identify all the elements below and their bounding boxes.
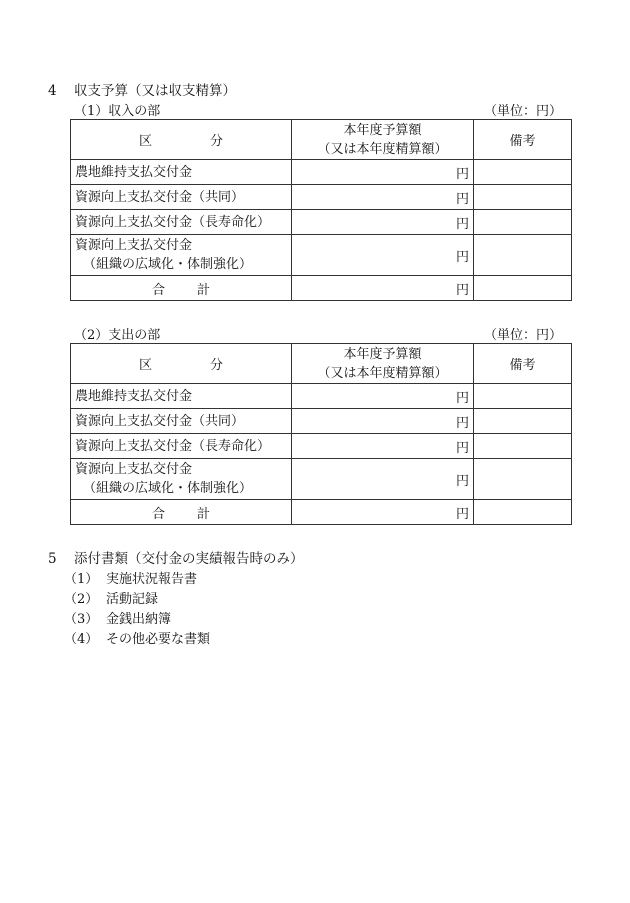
expense-header-remarks: 備考: [474, 344, 572, 384]
expense-subtitle: （2）支出の部: [74, 328, 161, 343]
section-5-title: 添付書類（交付金の実績報告時のみ）: [74, 551, 304, 567]
row-remarks: [474, 160, 572, 185]
row-item: 資源向上支払交付金（共同）: [71, 409, 292, 434]
list-item: （4） その他必要な書類: [64, 632, 211, 647]
row-amount: 円: [292, 384, 474, 409]
row-remarks: [474, 459, 572, 500]
list-item: （2） 活動記録: [64, 592, 159, 607]
list-item: （3） 金銭出納簿: [64, 612, 172, 627]
total-row: [71, 276, 572, 301]
row-item: 農地維持支払交付金: [71, 160, 292, 185]
expense-header-row: [71, 344, 572, 384]
row-remarks: [474, 235, 572, 276]
table-row: [71, 185, 572, 210]
income-table: [70, 119, 572, 301]
row-remarks: [474, 434, 572, 459]
income-header-amount: 本年度予算額 （又は本年度精算額）: [292, 120, 474, 160]
row-amount: 円: [292, 210, 474, 235]
total-row: [71, 500, 572, 525]
row-item: 資源向上支払交付金 （組織の広域化・体制強化）: [71, 235, 292, 276]
table-row: [71, 459, 572, 500]
total-label: 合 計: [71, 500, 292, 525]
expense-header-amount: 本年度予算額 （又は本年度精算額）: [292, 344, 474, 384]
row-amount: 円: [292, 459, 474, 500]
row-remarks: [474, 384, 572, 409]
table-row: [71, 384, 572, 409]
row-item: 資源向上支払交付金 （組織の広域化・体制強化）: [71, 459, 292, 500]
expense-header-category: 区 分: [71, 344, 292, 384]
section-4-title: 収支予算（又は収支精算）: [74, 83, 236, 99]
row-remarks: [474, 210, 572, 235]
table-row: [71, 235, 572, 276]
row-amount: 円: [292, 434, 474, 459]
row-item: 資源向上支払交付金（長寿命化）: [71, 434, 292, 459]
total-remarks: [474, 276, 572, 301]
list-item: （1） 実施状況報告書: [64, 572, 198, 587]
row-amount: 円: [292, 235, 474, 276]
income-subtitle: （1）収入の部: [74, 104, 161, 119]
row-remarks: [474, 409, 572, 434]
section-5-heading: [48, 547, 304, 567]
income-header-row: [71, 120, 572, 160]
table-row: [71, 434, 572, 459]
row-item: 資源向上支払交付金（共同）: [71, 185, 292, 210]
row-item: 農地維持支払交付金: [71, 384, 292, 409]
total-label: 合 計: [71, 276, 292, 301]
total-remarks: [474, 500, 572, 525]
total-amount: 円: [292, 276, 474, 301]
row-item: 資源向上支払交付金（長寿命化）: [71, 210, 292, 235]
income-header-category: 区 分: [71, 120, 292, 160]
table-row: [71, 160, 572, 185]
table-row: [71, 210, 572, 235]
expense-table: [70, 343, 572, 525]
section-4-number: 4: [48, 83, 57, 99]
total-amount: 円: [292, 500, 474, 525]
row-amount: 円: [292, 409, 474, 434]
row-amount: 円: [292, 160, 474, 185]
section-4-heading: [48, 79, 236, 99]
income-unit: （単位：円）: [483, 104, 562, 119]
expense-unit: （単位：円）: [483, 328, 562, 343]
row-remarks: [474, 185, 572, 210]
table-row: [71, 409, 572, 434]
income-header-remarks: 備考: [474, 120, 572, 160]
row-amount: 円: [292, 185, 474, 210]
section-5-number: 5: [48, 551, 57, 567]
